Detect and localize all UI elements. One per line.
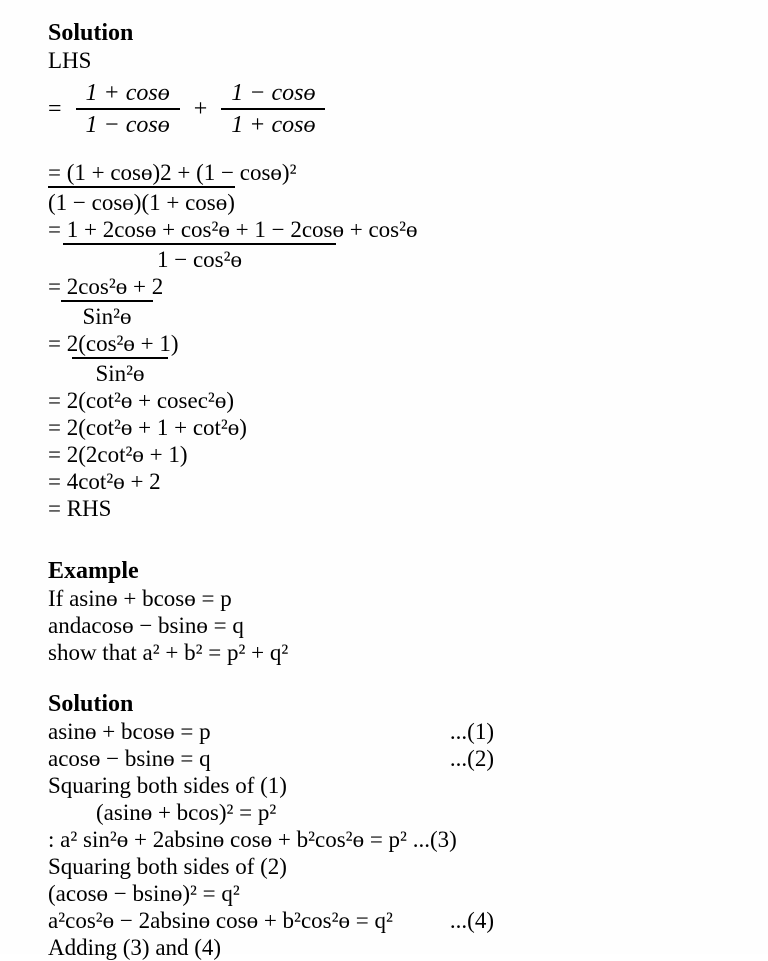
lhs-fraction-expression bbox=[48, 78, 752, 140]
step-e2: = 2(cot²ɵ + 1 + cot²ɵ) bbox=[48, 415, 247, 440]
fraction-2-denominator: 1 + cosɵ bbox=[231, 112, 316, 138]
step-a-denominator: (1 − cosɵ)(1 + cosɵ) bbox=[48, 186, 235, 216]
step-c-numerator: = 2cos²ɵ + 2 bbox=[48, 274, 164, 299]
derivation-steps bbox=[48, 159, 752, 522]
equation-1-number: ...(1) bbox=[449, 719, 494, 744]
solution-section-2 bbox=[48, 691, 752, 961]
example-heading: Example bbox=[48, 558, 139, 584]
equation-2-number: ...(2) bbox=[449, 746, 494, 771]
equation-2-text: acosɵ − bsinɵ = q bbox=[48, 746, 211, 771]
squaring-1-text: Squaring both sides of (1) bbox=[48, 773, 287, 798]
plus-sign: + bbox=[193, 95, 208, 122]
step-d-denominator: Sin²ɵ bbox=[72, 357, 168, 387]
step-e1: = 2(cot²ɵ + cosec²ɵ) bbox=[48, 388, 234, 413]
squaring-2-text: Squaring both sides of (2) bbox=[48, 854, 287, 879]
equation-4-text: a²cos²ɵ − 2absinɵ cosɵ + b²cos²ɵ = q² bbox=[48, 908, 393, 933]
equation-4-row bbox=[48, 907, 494, 934]
example-line-1: If asinɵ + bcosɵ = p bbox=[48, 586, 232, 611]
adding-text: Adding (3) and (4) bbox=[48, 935, 222, 960]
expansion-1-intro: (asinɵ + bcos)² = p² bbox=[96, 800, 277, 825]
example-line-3: show that a² + b² = p² + q² bbox=[48, 640, 289, 665]
step-e3: = 2(2cot²ɵ + 1) bbox=[48, 442, 188, 467]
equation-2-row bbox=[48, 745, 494, 772]
equation-1-row bbox=[48, 718, 494, 745]
fraction-2-numerator: 1 − cosɵ bbox=[221, 80, 325, 110]
fraction-2 bbox=[221, 80, 325, 138]
step-b-numerator: = 1 + 2cosɵ + cos²ɵ + 1 − 2cosɵ + cos²ɵ bbox=[48, 217, 418, 242]
expansion-2-intro: (acosɵ − bsinɵ)² = q² bbox=[48, 881, 240, 906]
solution-heading-1: Solution bbox=[48, 20, 134, 46]
fraction-1-denominator: 1 − cosɵ bbox=[85, 112, 170, 138]
step-c-denominator: Sin²ɵ bbox=[61, 300, 153, 330]
fraction-1-numerator: 1 + cosɵ bbox=[76, 80, 180, 110]
equals-sign: = bbox=[48, 95, 62, 122]
equation-3-row: : a² sin²ɵ + 2absinɵ cosɵ + b²cos²ɵ = p² ...(3) bbox=[48, 827, 457, 852]
equation-1-text: asinɵ + bcosɵ = p bbox=[48, 719, 211, 744]
equation-4-number: ...(4) bbox=[449, 908, 494, 933]
example-line-2: andacosɵ − bsinɵ = q bbox=[48, 613, 244, 638]
step-e4: = 4cot²ɵ + 2 bbox=[48, 469, 161, 494]
step-d-numerator: = 2(cos²ɵ + 1) bbox=[48, 331, 179, 356]
step-rhs: = RHS bbox=[48, 496, 112, 521]
lhs-label: LHS bbox=[48, 48, 92, 73]
example-section bbox=[48, 558, 752, 666]
step-a-numerator: = (1 + cosɵ)2 + (1 − cosɵ)² bbox=[48, 160, 297, 185]
solution-heading-2: Solution bbox=[48, 691, 134, 717]
step-b-denominator: 1 − cos²ɵ bbox=[63, 243, 336, 273]
fraction-1 bbox=[76, 80, 180, 138]
